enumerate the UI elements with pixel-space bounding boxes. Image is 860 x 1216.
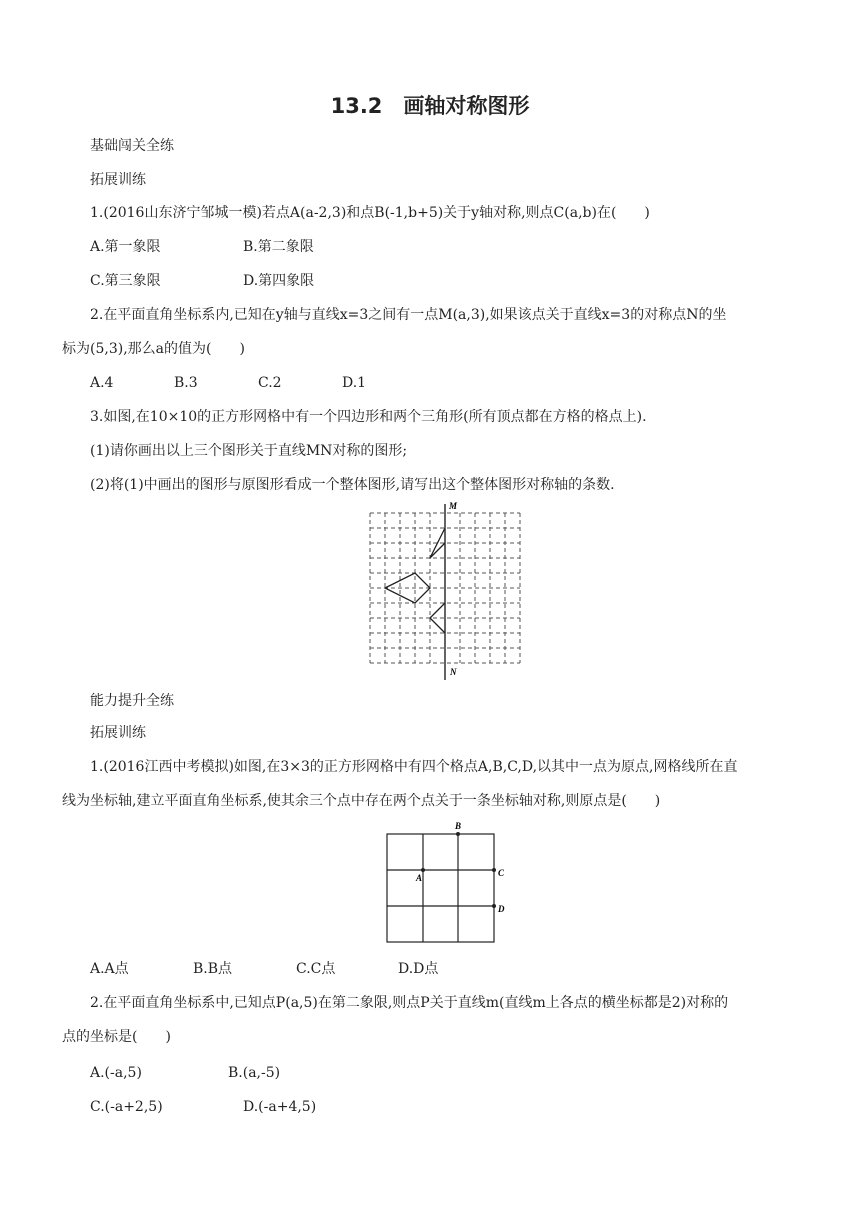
option-advanced-1-b: B.B点	[193, 961, 233, 977]
option-basic-2-b: B.3	[174, 375, 198, 391]
option-advanced-2-b: B.(a,-5)	[228, 1065, 281, 1081]
point-d	[492, 904, 496, 908]
question-basic-2-line1: 2.在平面直角坐标系内,已知在y轴与直线x=3之间有一点M(a,3),如果该点关于直线x=3的对称点N的坐	[90, 307, 727, 323]
label-m: M	[449, 501, 458, 511]
option-advanced-2-d: D.(-a+4,5)	[243, 1099, 317, 1115]
option-basic-2-c: C.2	[258, 375, 282, 391]
subsection-heading-advanced: 拓展训练	[90, 725, 146, 741]
point-c	[492, 868, 496, 872]
question-advanced-2-line2: 点的坐标是( )	[62, 1029, 171, 1045]
option-advanced-2-a: A.(-a,5)	[90, 1065, 142, 1081]
option-basic-1-a: A.第一象限	[90, 239, 161, 255]
question-advanced-1-line2: 线为坐标轴,建立平面直角坐标系,使其余三个点中存在两个点关于一条坐标轴对称,则原点是( )	[62, 793, 661, 809]
question-basic-3-line3: (2)将(1)中画出的图形与原图形看成一个整体图形,请写出这个整体图形对称轴的条数.	[90, 477, 615, 493]
option-basic-2-a: A.4	[90, 375, 114, 391]
option-advanced-1-a: A.A点	[90, 961, 129, 977]
question-advanced-2-line1: 2.在平面直角坐标系中,已知点P(a,5)在第二象限,则点P关于直线m(直线m上各点的横坐标都是2)对称的	[90, 995, 729, 1011]
question-advanced-1-line1: 1.(2016江西中考模拟)如图,在3×3的正方形网格中有四个格点A,B,C,D,以其中一点为原点,网格线所在直	[90, 759, 738, 775]
question-basic-3-line1: 3.如图,在10×10的正方形网格中有一个四边形和两个三角形(所有顶点都在方格的格点上).	[90, 409, 647, 425]
label-b: B	[455, 821, 462, 831]
figure-3x3-grid	[380, 820, 510, 948]
question-basic-2-line2: 标为(5,3),那么a的值为( )	[62, 341, 245, 357]
solid-grid	[387, 834, 494, 942]
figure-grid-mn	[360, 498, 530, 682]
option-advanced-2-c: C.(-a+2,5)	[90, 1099, 163, 1115]
option-basic-1-c: C.第三象限	[90, 273, 161, 289]
option-basic-1-b: B.第二象限	[243, 239, 314, 255]
subsection-heading-basic: 拓展训练	[90, 172, 146, 188]
label-a: A	[416, 873, 423, 883]
option-basic-2-d: D.1	[342, 375, 367, 391]
section-heading-advanced: 能力提升全练	[90, 693, 174, 709]
option-advanced-1-d: D.D点	[398, 961, 439, 977]
option-basic-1-d: D.第四象限	[243, 273, 315, 289]
page-title: 13.2 画轴对称图形	[330, 94, 530, 118]
label-d: D	[498, 904, 505, 914]
label-n: N	[450, 667, 457, 677]
point-a	[421, 868, 425, 872]
question-basic-3-line2: (1)请你画出以上三个图形关于直线MN对称的图形;	[90, 443, 408, 459]
question-basic-1: 1.(2016山东济宁邹城一模)若点A(a-2,3)和点B(-1,b+5)关于y轴对称,则点C(a,b)在( )	[90, 205, 650, 221]
point-b	[456, 832, 460, 836]
label-c: C	[498, 868, 505, 878]
section-heading-basic: 基础闯关全练	[90, 138, 174, 154]
option-advanced-1-c: C.C点	[296, 961, 336, 977]
